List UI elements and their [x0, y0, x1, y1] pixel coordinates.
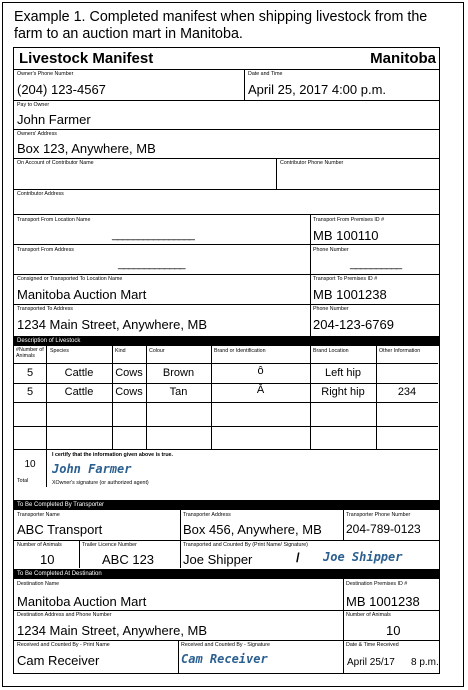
transporter-address-label: Transporter Address: [183, 512, 231, 518]
date-time-received-label: Date & Time Received: [346, 642, 399, 648]
destination-premises-value: MB 1001238: [346, 594, 420, 609]
transporter-name-value: ABC Transport: [17, 522, 103, 537]
transported-counted-label: Transported and Counted By (Print Name/ Signature): [183, 542, 308, 548]
divider: [14, 274, 439, 275]
col-header-other-info: Other Information: [379, 348, 421, 354]
transporter-phone-value: 204-789-0123: [346, 522, 421, 536]
row2-brand-location: Right hip: [321, 386, 365, 398]
signature-label: XOwner's signature (or authorized agent): [52, 480, 149, 486]
transport-to-address-label: Transported To Address: [17, 306, 73, 312]
divider: [276, 158, 277, 189]
transported-by-name: Joe Shipper: [183, 552, 253, 567]
name-signature-separator: /: [296, 550, 300, 565]
owner-signature: John Farmer: [52, 462, 132, 476]
phone-number-label: Phone Number: [313, 247, 349, 253]
destination-name-label: Destination Name: [17, 581, 60, 587]
transport-from-address-label: Transport From Address: [17, 247, 74, 253]
transporter-name-label: Transporter Name: [17, 512, 60, 518]
col-header-kind: Kind: [115, 348, 126, 354]
row1-brand-location: Left hip: [324, 367, 362, 379]
divider: [14, 449, 438, 450]
divider: [46, 449, 47, 487]
received-print-value: Cam Receiver: [17, 653, 100, 668]
row2-colour: Tan: [169, 386, 188, 398]
owner-phone-value: (204) 123-4567: [17, 82, 106, 97]
date-time-label: Date and Time: [248, 71, 283, 77]
transporter-address-value: Box 456, Anywhere, MB: [183, 522, 322, 537]
row1-brand: ô: [257, 365, 264, 377]
certify-text: I certify that the information given above is true.: [52, 452, 173, 458]
contributor-phone-label: Contributor Phone Number: [280, 160, 344, 166]
transport-animals-value: 10: [40, 552, 55, 567]
divider: [180, 540, 181, 568]
date-time-value: April 25, 2017 4:00 p.m.: [248, 82, 387, 97]
transport-to-premises-value: MB 1001238: [313, 287, 387, 302]
phone-number-value: 204-123-6769: [313, 317, 394, 332]
transport-to-premises-label: Transport To Premises ID #: [313, 276, 378, 282]
divider: [178, 640, 179, 673]
row2-number: 5: [26, 386, 34, 398]
row2-species: Cattle: [64, 386, 94, 398]
divider: [14, 363, 438, 364]
divider: [14, 244, 439, 245]
row1-kind: Cows: [115, 367, 143, 379]
example-caption: Example 1. Completed manifest when shipping livestock from the farm to an auction mart in Manitoba.: [14, 9, 428, 42]
divider: [14, 304, 439, 305]
transport-from-premises-value: MB 100110: [313, 228, 379, 243]
phone-number-blank: __________: [350, 258, 402, 270]
date-received-value: April 25/17: [347, 657, 395, 668]
livestock-table: [14, 346, 438, 501]
divider: [14, 100, 439, 101]
livestock-manifest-form: [13, 47, 440, 674]
divider: [343, 640, 344, 673]
divider: [310, 214, 311, 356]
row2-kind: Cows: [115, 386, 143, 398]
divider: [14, 129, 439, 130]
row2-brand: Ā: [256, 384, 265, 396]
pay-to-owner-value: John Farmer: [17, 112, 91, 127]
divider: [180, 510, 181, 540]
transporter-phone-label: Transporter Phone Number: [346, 512, 411, 518]
destination-animals-value: 10: [386, 623, 401, 638]
form-province: Manitoba: [370, 50, 436, 67]
form-title: Livestock Manifest: [19, 50, 154, 67]
divider: [14, 214, 439, 215]
destination-name-value: Manitoba Auction Mart: [17, 594, 147, 609]
divider: [14, 610, 439, 611]
divider: [14, 540, 439, 541]
total-label: Total: [17, 478, 29, 484]
owners-address-label: Owners' Address: [17, 131, 57, 137]
col-header-species: Species: [50, 348, 69, 354]
divider: [244, 69, 245, 100]
trailer-licence-value: ABC 123: [102, 552, 155, 567]
trailer-licence-label: Trailer Licence Number: [82, 542, 137, 548]
destination-premises-label: Destination Premises ID #: [346, 581, 408, 587]
transport-from-address-blank: _____________: [118, 258, 185, 270]
pay-to-owner-label: Pay to Owner: [17, 102, 50, 108]
received-signature-label: Received and Counted By - Signature: [181, 642, 270, 648]
row1-number: 5: [26, 367, 34, 379]
divider: [79, 540, 80, 568]
destination-address-label: Destination Address and Phone Number: [17, 612, 112, 618]
col-header-number: #Number of Animals: [16, 347, 44, 359]
divider: [14, 426, 438, 427]
divider: [211, 346, 212, 449]
transport-animals-label: Number of Animals: [17, 542, 62, 548]
consigned-label: Consigned or Transported To Location Name: [17, 276, 123, 282]
total-animals-value: 10: [24, 459, 36, 470]
row2-other-info: 234: [397, 386, 417, 398]
on-account-label: On Account of Contributor Name: [17, 160, 94, 166]
destination-section-bar: To Be Completed At Destination: [14, 569, 439, 579]
owners-address-value: Box 123, Anywhere, MB: [17, 141, 156, 156]
received-print-label: Received and Counted By - Print Name: [17, 642, 110, 648]
col-header-brand: Brand or Identification: [214, 348, 266, 354]
phone-number-label: Phone Number: [313, 306, 349, 312]
destination-animals-label: Number of Animals: [346, 612, 391, 618]
col-header-brand-location: Brand Location: [313, 348, 349, 354]
row1-species: Cattle: [64, 367, 94, 379]
divider: [14, 402, 438, 403]
divider: [14, 158, 439, 159]
divider: [14, 69, 439, 70]
transport-to-address-value: 1234 Main Street, Anywhere, MB: [17, 317, 208, 332]
livestock-section-bar: Description of Livestock: [14, 336, 439, 346]
col-header-colour: Colour: [149, 348, 165, 354]
transport-from-premises-label: Transport From Premises ID #: [313, 217, 385, 223]
row1-colour: Brown: [162, 367, 195, 379]
transporter-section-bar: To Be Completed By Transporter: [14, 500, 439, 510]
time-received-value: 8 p.m.: [411, 657, 439, 668]
transporter-signature: Joe Shipper: [323, 550, 403, 564]
receiver-signature: Cam Receiver: [181, 652, 268, 666]
divider: [14, 189, 439, 190]
divider: [14, 640, 439, 641]
owner-phone-label: Owner's Phone Number: [17, 71, 74, 77]
consigned-value: Manitoba Auction Mart: [17, 287, 147, 302]
divider: [343, 510, 344, 540]
destination-address-value: 1234 Main Street, Anywhere, MB: [17, 623, 208, 638]
contributor-address-label: Contributor Address: [17, 191, 64, 197]
transport-from-location-label: Transport From Location Name: [17, 217, 91, 223]
transport-from-location-blank: ________________: [112, 229, 194, 241]
